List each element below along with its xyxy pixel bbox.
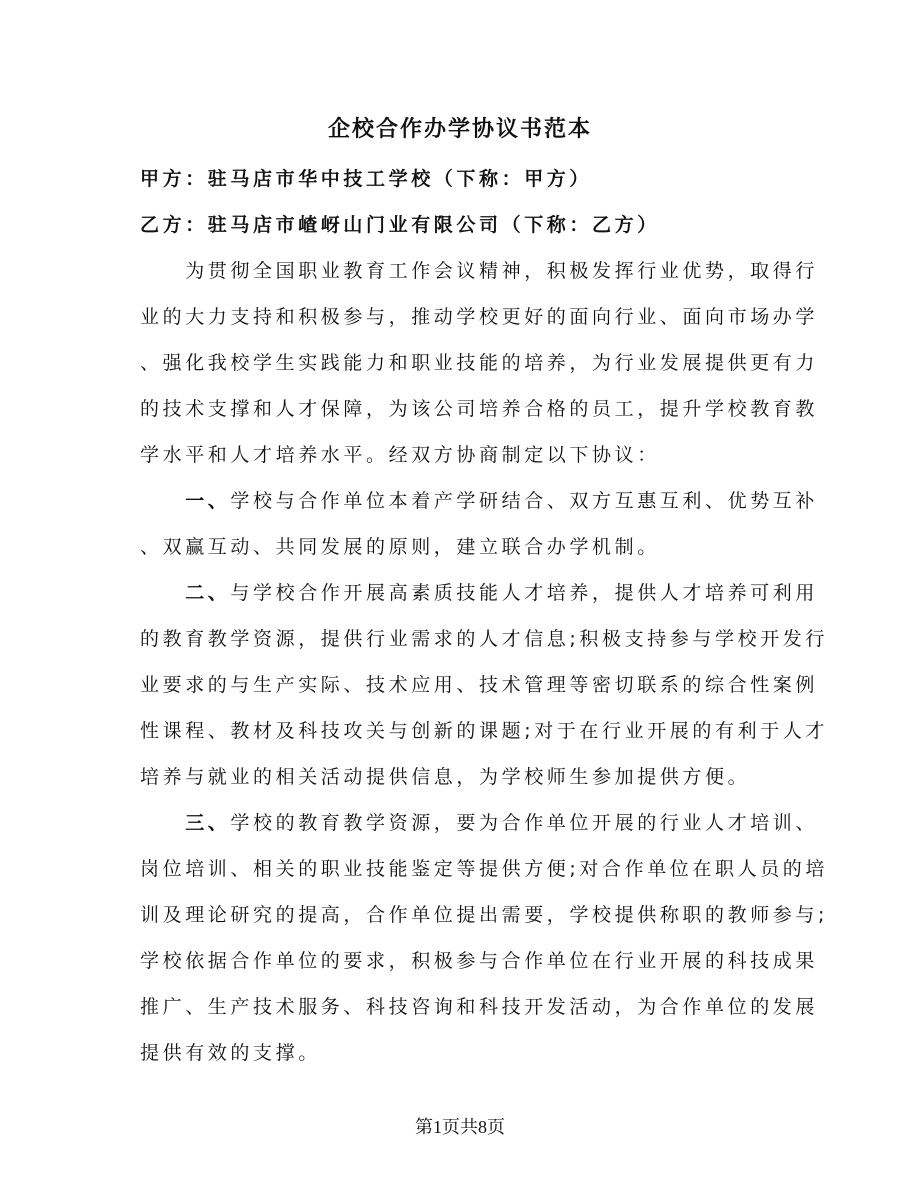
- clause-3-line: 推广、生产技术服务、科技咨询和科技开发活动，为合作单位的发展: [140, 996, 819, 1018]
- clause-3-line: [140, 810, 819, 836]
- clause-1-text: 学校与合作单位本着产学研结合、双方互惠互利、优势互补: [230, 490, 819, 512]
- clause-1-line: 、双赢互动、共同发展的原则，建立联合办学机制。: [140, 536, 660, 558]
- clause-3-line: 训及理论研究的提高，合作单位提出需要，学校提供称职的教师参与;: [140, 904, 829, 926]
- clause-3-line: 提供有效的支撑。: [140, 1042, 321, 1064]
- clause-2-line: 性课程、教材及科技攻关与创新的课题;对于在行业开展的有利于人才: [140, 720, 829, 742]
- clause-1-number: 一、: [140, 490, 231, 512]
- intro-line: 业的大力支持和积极参与，推动学校更好的面向行业、面向市场办学: [140, 306, 819, 328]
- clause-1-line: [140, 488, 819, 514]
- clause-3-text: 学校的教育教学资源，要为合作单位开展的行业人才培训、: [230, 812, 819, 834]
- clause-3-line: 岗位培训、相关的职业技能鉴定等提供方便;对合作单位在职人员的培: [140, 858, 829, 880]
- clause-2-line: [140, 580, 819, 606]
- clause-2-line: 的教育教学资源，提供行业需求的人才信息;积极支持参与学校开发行: [140, 628, 829, 650]
- intro-line: 学水平和人才培养水平。经双方协商制定以下协议：: [140, 444, 660, 466]
- clause-2-line: 培养与就业的相关活动提供信息，为学校师生参加提供方便。: [140, 766, 751, 788]
- party-b: 乙方：驻马店市嵖岈山门业有限公司（下称：乙方）: [140, 214, 660, 236]
- page-number: 第1页共8页: [415, 1117, 505, 1137]
- document-title: 企校合作办学协议书范本: [327, 117, 592, 142]
- intro-line: 、强化我校学生实践能力和职业技能的培养，为行业发展提供更有力: [140, 352, 819, 374]
- intro-line: 为贯彻全国职业教育工作会议精神，积极发挥行业优势，取得行: [140, 260, 819, 282]
- clause-3-number: 三、: [140, 812, 231, 834]
- clause-2-line: 业要求的与生产实际、技术应用、技术管理等密切联系的综合性案例: [140, 674, 819, 696]
- intro-line: 的技术支撑和人才保障，为该公司培养合格的员工，提升学校教育教: [140, 398, 819, 420]
- party-a: 甲方：驻马店市华中技工学校（下称：甲方）: [140, 168, 593, 190]
- clause-3-line: 学校依据合作单位的要求，积极参与合作单位在行业开展的科技成果: [140, 950, 819, 972]
- clause-2-number: 二、: [140, 582, 231, 604]
- clause-2-text: 与学校合作开展高素质技能人才培养，提供人才培养可利用: [230, 582, 819, 604]
